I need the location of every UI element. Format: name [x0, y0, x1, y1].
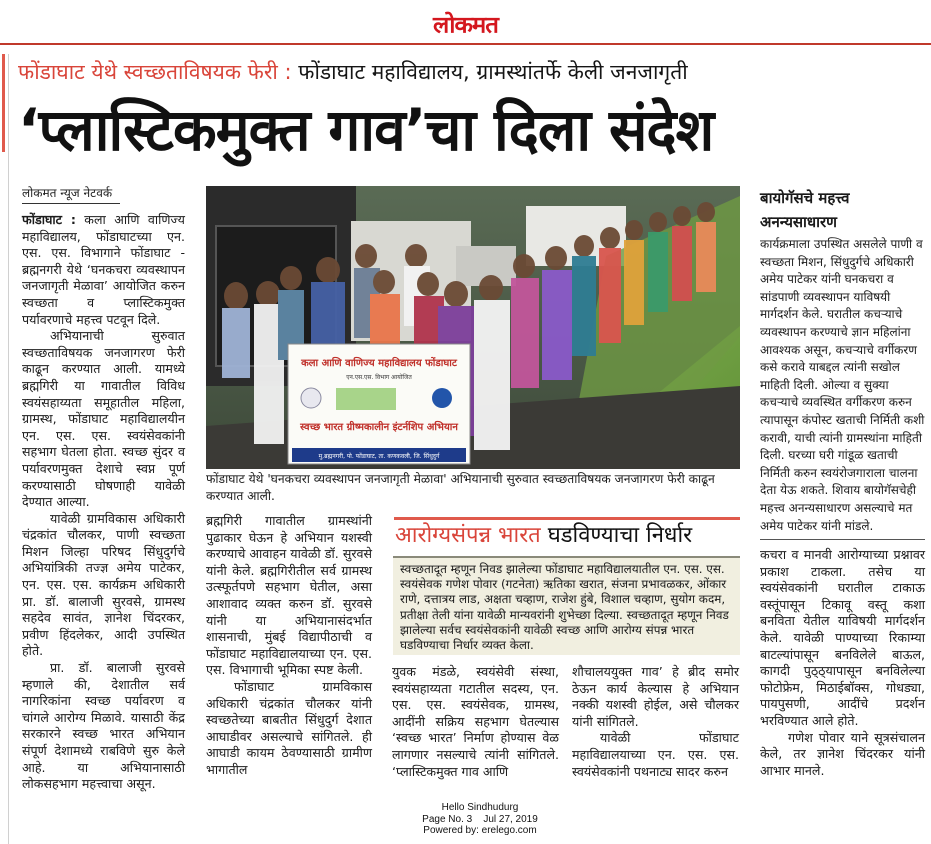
box-rule: [394, 517, 740, 520]
rally-photo-illustration: [206, 186, 740, 469]
dateline: फोंडाघाट :: [22, 212, 76, 227]
svg-text:कला आणि वाणिज्य महाविद्यालय फो: कला आणि वाणिज्य महाविद्यालय फोंडाघाट: [301, 358, 457, 369]
photo-caption: फोंडाघाट येथे 'घनकचरा व्यवस्थापन जनजागृती मेळावा' अभियानाची सुरुवात स्वच्छताविषयक जनजागरण फेरी काढून करण्यात आली.: [206, 472, 715, 503]
column-2: [206, 513, 372, 779]
paragraph: कचरा व मानवी आरोग्याच्या प्रश्नावर प्रकाश टाकला. तसेच या स्वयंसेवकांनी घरातील टाकाऊ वस्तूंपासून टिकावू वस्तू कशा बनविता येतील याविषयी मार्गदर्शन केले. यावेळी पाण्याच्या रिकाम्या बाटल्यांपासून बनविलेले बाऊल, कागदी पुठ्ठ्यापासून बनविलेल्या फोटोफ्रेम, मिठाईबॉक्स, गोधड्या, पायपुसणी, आदींचे प्रदर्शन भरविण्यात आले होते.: [760, 547, 925, 728]
byline: लोकमत न्यूज नेटवर्क: [22, 186, 113, 200]
sidebar-heading-line-1: बायोगॅसचे महत्त्व: [760, 189, 850, 207]
page-footer: [380, 802, 580, 837]
column-6: [760, 547, 925, 779]
footer-page-date: Page No. 3 Jul 27, 2019: [422, 813, 538, 825]
paragraph: प्रा. डॉ. बालाजी सुरवसे म्हणाले की, देशातील सर्व नागरिकांना स्वच्छ पर्यावरण व चांगले आरोग्य मिळावे. यासाठी केंद्र सरकारने स्वच्छ भारत अभियान संपूर्ण देशामध्ये राबविणे सुरु केले आहे. या अभियानासाठी लोकसहभाग महत्त्वाचा असून.: [22, 660, 185, 792]
svg-text:स्वच्छ भारत ग्रीष्मकालीन इंटर्: स्वच्छ भारत ग्रीष्मकालीन इंटर्नशिप अभियान: [300, 422, 458, 433]
highlight-box: स्वच्छतादूत म्हणून निवड झालेल्या फोंडाघाट महाविद्यालयातील एन. एस. एस. स्वयंसेवक गणेश पोवार (गटनेता) ऋतिका खरात, संजना प्रभावळकर, ओंकार राणे, दत्तात्रय लाड, अक्षता चव्हाण, राजेश हुंबे, विशाल चव्हाण, सुयोग कदम, प्रतीक्षा तेली यांना यावेळी मान्यवरांनी शुभेच्छा दिल्या. स्वच्छतादूत म्हणून निवड झालेल्या सर्वच स्वयंसेवकांनी यावेळी स्वच्छ आणि आरोग्य संपन्न भारत घडविण्याचा निर्धार व्यक्त केला.: [393, 556, 740, 655]
byline-rule: [22, 203, 120, 204]
box-heading-black: घडविण्याचा निर्धार: [547, 523, 693, 548]
box-heading: [395, 522, 692, 550]
paragraph: यावेळी ग्रामविकास अधिकारी चंद्रकांत चौलकर, पाणी स्वच्छता मिशन जिल्हा परिषद सिंधुदुर्गचे अभियांत्रिकी तज्ज्ञ अमेय पाटेकर, एन. एस. एस. कार्यक्रम अधिकारी प्रा. डॉ. बालाजी सुरवसे, ग्रामस्थ सहदेव सावंत, ज्ञानेश चिंदरकर, प्रवीण हिंदलेकर, आदी उपस्थित होते.: [22, 510, 185, 659]
lokmat-logo: लोकमत: [433, 11, 498, 39]
paragraph: शौचालययुक्त गाव’ हे ब्रीद समोर ठेऊन कार्य केल्यास हे अभियान नक्की यशस्वी होईल, असे चौलकर यांनी सांगितले.: [572, 664, 739, 729]
column-4: [572, 664, 739, 780]
news-photo: [206, 186, 740, 469]
paragraph: गणेश पोवार याने सूत्रसंचालन केले, तर ज्ञानेश चिंदरकर यांनी आभार मानले.: [760, 729, 925, 778]
box-heading-red: आरोग्यसंपन्न भारत: [395, 523, 541, 548]
footer-powered-by: Powered by: erelego.com: [423, 825, 537, 836]
masthead: [0, 0, 931, 42]
column-3: [392, 664, 559, 780]
sidebar-heading: [760, 186, 849, 234]
accent-bar: [2, 54, 5, 152]
paragraph: कार्यक्रमाला उपस्थित असलेले पाणी व स्वच्छता मिशन, सिंधुदुर्गचे अधिकारी अमेय पाटेकर यांनी घनकचरा व सांडपाणी व्यवस्थापन याविषयी मार्गदर्शन केले. घरातील कचऱ्याचे व्यवस्थापन करण्याचे ज्ञान महिलांना आवश्यक असून, कचऱ्याचे वर्गीकरण कसे करावे याबद्दल त्यांनी सखोल माहिती दिली. ओल्या व सुक्या कचऱ्याचे व्यवस्थित वर्गीकरण करुन त्यापासून कंपोस्ट खताची निर्मिती कशी करावी, याची त्यांनी ग्रामस्थांना माहिती दिली. घरच्या घरी गांडूळ खताची निर्मिती करुन स्वयंरोजगाराला चालना देता येऊ शकते. शिवाय बायोगॅसचेही महत्त्व अनन्यसाधारण असल्याचे मत अमेय पाटेकर यांनी मांडले.: [760, 237, 925, 533]
sidebar-rule: [760, 539, 925, 540]
svg-text:मु.ब्रह्मनगरी, पो. फोंडाघाट, त: मु.ब्रह्मनगरी, पो. फोंडाघाट, ता. कणकवली, जि. सिंधुदुर्ग: [318, 453, 440, 460]
svg-text:एन.एस.एस. विभाग आयोजित: एन.एस.एस. विभाग आयोजित: [346, 374, 412, 381]
sidebar-body: [760, 236, 925, 535]
paragraph: कला आणि वाणिज्य महाविद्यालय, फोंडाघाटच्या एन. एस. एस. विभागाने फोंडाघाट - ब्रह्मनगरी येथे ‘घनकचरा व्यवस्थापन जनजागृती मेळावा’ आयोजित करुन स्वच्छता व प्लास्टिकमुक्त पर्यावरणाचे महत्त्व पटवून दिले.: [22, 212, 185, 327]
paragraph: यावेळी फोंडाघाट महाविद्यालयाच्या एन. एस. एस. स्वयंसेवकांनी पथनाट्य सादर करुन: [572, 730, 739, 779]
banner: [288, 344, 470, 464]
kicker-location: फोंडाघाट येथे स्वच्छताविषयक फेरी :: [18, 60, 292, 84]
sidebar-heading-line-2: अनन्यसाधारण: [760, 213, 838, 231]
page-title: ‘प्लास्टिकमुक्त गाव’चा दिला संदेश: [18, 96, 714, 164]
masthead-rule: [0, 43, 931, 45]
paragraph: युवक मंडळे, स्वयंसेवी संस्था, स्वयंसहाय्यता गटातील सदस्य, एन. एस. एस. स्वयंसेवक, ग्रामस्थ, आदींनी सक्रिय सहभाग घेतल्यास ‘स्वच्छ भारत’ निर्माण होण्यास वेळ लागणार नसल्याचे त्यांनी सांगितले. ‘प्लास्टिकमुक्त गाव आणि: [392, 664, 559, 779]
paragraph: अभियानाची सुरुवात स्वच्छताविषयक जनजागरण फेरी काढून करण्यात आली. यामध्ये ब्रह्मगिरी या गावातील विविध स्वयंसहाय्यता समूहातील महिला, ग्रामस्थ, फोंडाघाट महाविद्यालयीन एन. एस. एस. स्वयंसेवकांनी सहभाग घेतला होता. स्वच्छ सुंदर व पर्यावरणमुक्त देशाचे स्वप्न पूर्ण करण्यासाठी घोषणाही यावेळी देण्यात आल्या.: [22, 328, 185, 510]
column-1: [22, 212, 185, 793]
paragraph: ब्रह्मगिरी गावातील ग्रामस्थांनी पुढाकार घेऊन हे अभियान यशस्वी करण्याचे आवाहन यावेळी डॉ. सुरवसे यांनी केले. ब्रह्मगिरीतील सर्व ग्रामस्थ उत्स्फूर्तपणे सहभाग घेतील, असा आशावाद व्यक्त करुन डॉ. सुरवसे यांनी या अभियानासंदर्भात शासनाची, मुंबई विद्यापीठाची व फोंडाघाट महाविद्यालयाच्या एन. एस. एस. विभागाची भूमिका स्पष्ट केली.: [206, 513, 372, 678]
margin-rule: [8, 54, 9, 844]
kicker: [18, 58, 688, 86]
footer-edition: Hello Sindhudurg: [441, 802, 519, 813]
paragraph: फोंडाघाट ग्रामविकास अधिकारी चंद्रकांत चौलकर यांनी स्वच्छतेच्या बाबतीत सिंधुदुर्ग देशात आघाडीवर असल्याचे सांगितले. ही आघाडी कायम ठेवण्यासाठी ग्रामीण भागातील: [206, 678, 372, 777]
kicker-subtitle: फोंडाघाट महाविद्यालय, ग्रामस्थांतर्फे केली जनजागृती: [298, 60, 688, 84]
